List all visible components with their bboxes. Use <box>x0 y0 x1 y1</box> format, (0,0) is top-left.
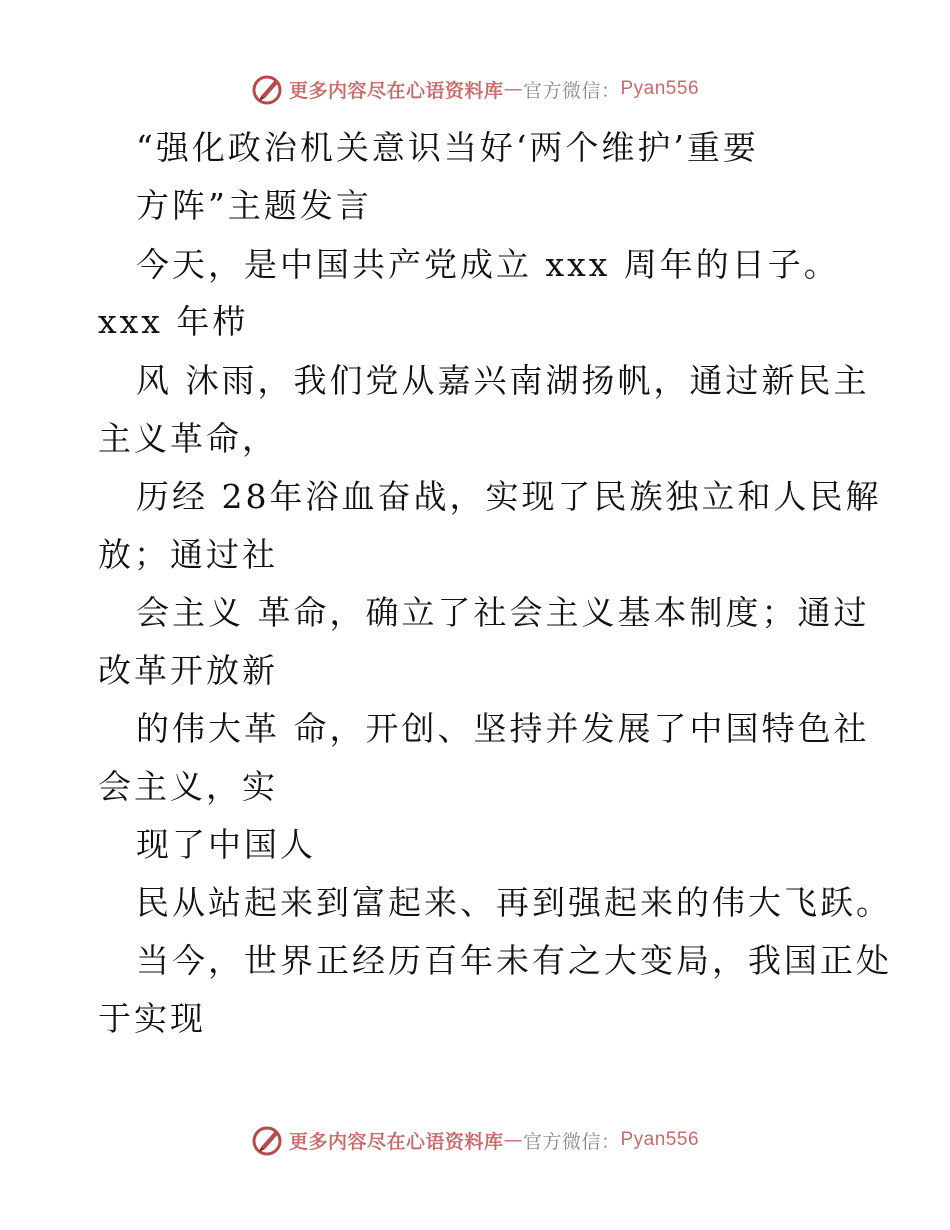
doc-line-title-2: 方阵”主题发言 <box>136 186 372 225</box>
doc-line: 现了中国人 <box>136 825 316 864</box>
doc-line: 当今，世界正经历百年未有之大变局，我国正处 <box>136 941 892 980</box>
doc-line: 风 沐雨，我们党从嘉兴南湖扬帆，通过新民主 <box>136 361 870 400</box>
watermark-label: 官方微信： <box>522 79 621 102</box>
watermark-header <box>0 72 950 106</box>
doc-line: 民从站起来到富起来、再到强起来的伟大飞跃。 <box>136 883 892 922</box>
doc-line: 今天，是中国共产党成立 xxx 周年的日子。 <box>136 245 840 284</box>
pen-logo-icon <box>251 72 285 106</box>
doc-line-title-1: “强化政治机关意识当好‘两个维护’重要 <box>136 128 759 167</box>
doc-line: 历经 28年浴血奋战，实现了民族独立和人民解 <box>136 477 882 516</box>
watermark-dash: — <box>503 78 523 100</box>
pen-logo-icon <box>251 1123 285 1157</box>
doc-line: 改革开放新 <box>98 651 278 690</box>
watermark-label: 官方微信： <box>522 1130 621 1153</box>
doc-line: 会主义，实 <box>98 767 278 806</box>
doc-line: 会主义 革命，确立了社会主义基本制度；通过 <box>136 593 870 632</box>
watermark-id: Pyan556 <box>620 1129 700 1150</box>
doc-line: xxx 年栉 <box>98 302 249 341</box>
watermark-id: Pyan556 <box>620 78 700 99</box>
doc-line: 于实现 <box>98 999 206 1038</box>
doc-line: 的伟大革 命，开创、坚持并发展了中国特色社 <box>136 709 870 748</box>
watermark-footer <box>0 1123 950 1157</box>
doc-line: 放；通过社 <box>98 535 278 574</box>
watermark-main-text: 更多内容尽在心语资料库 <box>288 1130 504 1153</box>
watermark-main-text: 更多内容尽在心语资料库 <box>288 79 504 102</box>
doc-line: 主义革命， <box>98 419 278 458</box>
watermark-dash: — <box>503 1129 523 1151</box>
